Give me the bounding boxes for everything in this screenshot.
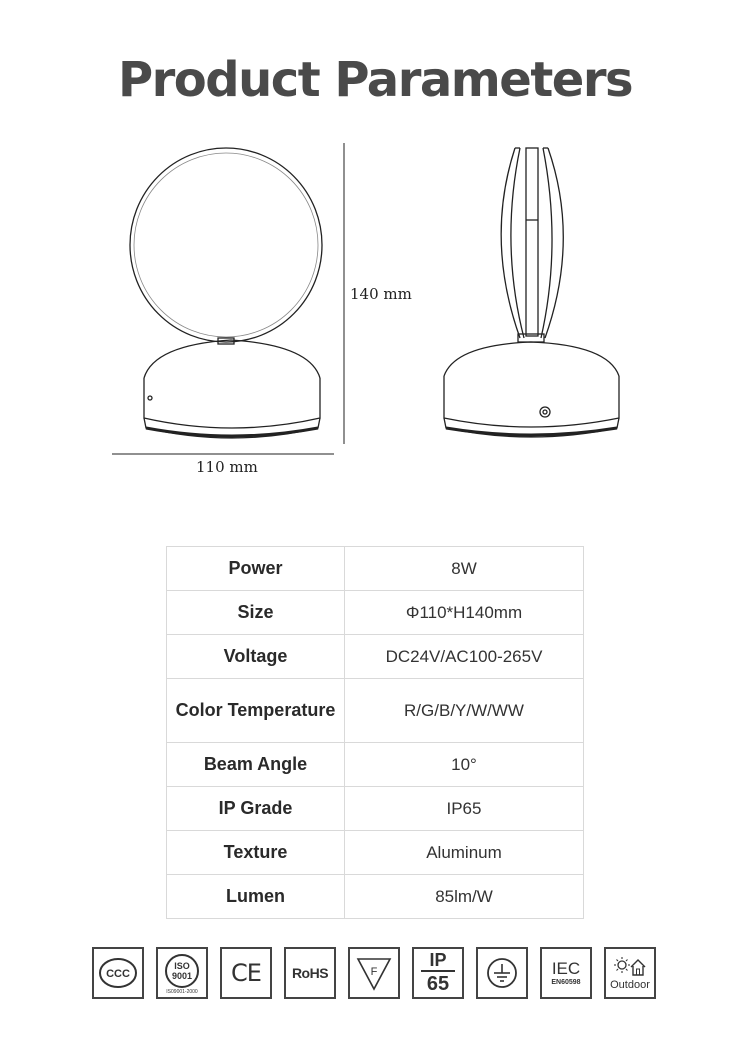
param-label: Power	[167, 547, 345, 591]
param-label: Size	[167, 591, 345, 635]
side-base-bottom	[446, 428, 617, 435]
side-base-body	[444, 376, 619, 427]
sun-house-icon	[613, 955, 647, 977]
side-center-column	[526, 148, 538, 336]
front-sensor	[148, 396, 152, 400]
f-text: F	[370, 966, 378, 978]
outdoor-text: Outdoor	[610, 979, 650, 991]
table-row	[167, 547, 584, 591]
ccc-text: CCC	[106, 968, 130, 980]
table-row	[167, 743, 584, 787]
iso-top-text: ISO	[174, 961, 190, 971]
front-view	[130, 148, 322, 438]
param-label: IP Grade	[167, 787, 345, 831]
f-mark-cert-icon	[348, 947, 400, 999]
rohs-cert-icon	[284, 947, 336, 999]
iso-bottom-text: IS09001-2000	[166, 989, 198, 995]
side-right-blade-inner	[541, 148, 552, 338]
iso-cert-icon	[156, 947, 208, 999]
param-value: IP65	[345, 787, 584, 831]
table-row	[167, 831, 584, 875]
param-label: Texture	[167, 831, 345, 875]
iec-cert-icon	[540, 947, 592, 999]
ce-cert-icon	[220, 947, 272, 999]
param-value: DC24V/AC100-265V	[345, 635, 584, 679]
param-label: Lumen	[167, 875, 345, 919]
front-disc-outline	[130, 148, 322, 342]
table-row	[167, 679, 584, 743]
height-dimension-label: 140 mm	[350, 285, 412, 303]
table-row	[167, 635, 584, 679]
ip65-cert-icon	[412, 947, 464, 999]
param-value: 85lm/W	[345, 875, 584, 919]
iso-mid-text: 9001	[171, 971, 193, 981]
ip-top-text: IP	[421, 950, 455, 972]
front-base-bottom	[146, 428, 318, 436]
table-row	[167, 787, 584, 831]
side-neck	[518, 334, 544, 342]
front-disc-inner	[134, 153, 318, 337]
table-row	[167, 591, 584, 635]
side-left-blade-inner	[511, 148, 524, 338]
iec-top-text: IEC	[551, 958, 581, 978]
param-label: Color Temperature	[167, 679, 345, 743]
ip-bottom-text: 65	[426, 973, 450, 995]
side-view	[444, 148, 619, 437]
ccc-cert-icon	[92, 947, 144, 999]
param-label: Voltage	[167, 635, 345, 679]
param-value: Aluminum	[345, 831, 584, 875]
side-base-dome	[444, 342, 619, 376]
param-value: Φ110*H140mm	[345, 591, 584, 635]
ground-cert-icon	[476, 947, 528, 999]
side-button	[540, 407, 550, 417]
param-label: Beam Angle	[167, 743, 345, 787]
outdoor-cert-icon	[604, 947, 656, 999]
page-title: Product Parameters	[117, 52, 633, 108]
rohs-text: RoHS	[291, 965, 329, 981]
certification-icons	[92, 947, 672, 1003]
width-dimension-label: 110 mm	[196, 458, 258, 476]
table-row	[167, 875, 584, 919]
front-base-body	[144, 378, 320, 428]
param-value: R/G/B/Y/W/WW	[345, 679, 584, 743]
param-value: 8W	[345, 547, 584, 591]
parameters-table	[166, 546, 584, 919]
front-base-dome	[144, 340, 320, 378]
iec-bottom-text: EN60598	[551, 978, 581, 986]
ce-text: CE	[231, 959, 261, 987]
param-value: 10°	[345, 743, 584, 787]
